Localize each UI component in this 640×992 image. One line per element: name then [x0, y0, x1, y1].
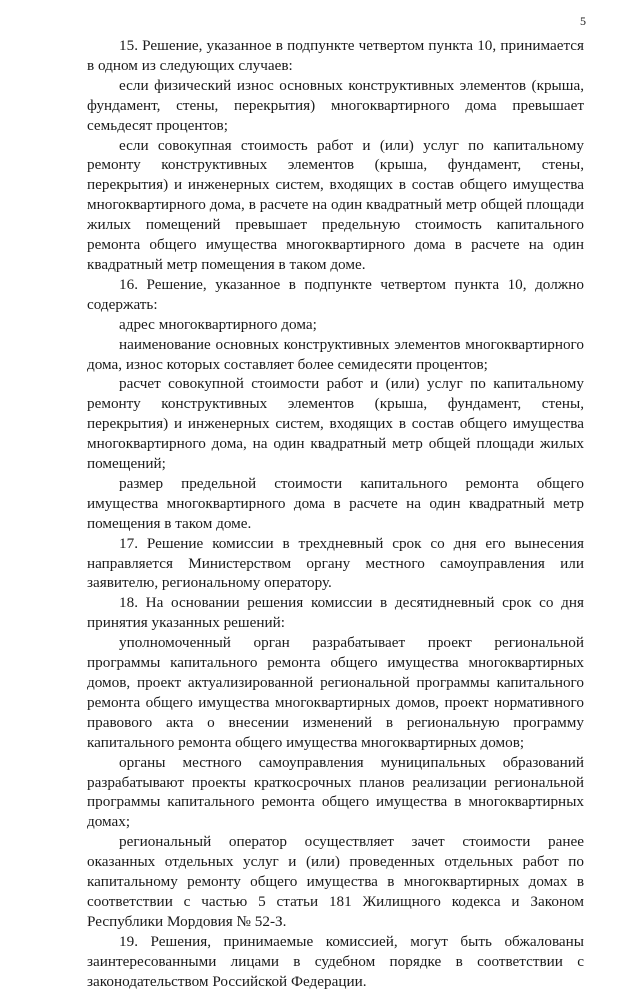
- paragraph-15-case-wear: если физический износ основных конструктивных элементов (крыша, фундамент, стены, перекрытия) многоквартирного дома превышает семьдесят процентов;: [87, 76, 584, 134]
- paragraph-19: 19. Решения, принимаемые комиссией, могут быть обжалованы заинтересованными лицами в судебном порядке в соответствии с законодательством Российской Федерации.: [87, 932, 584, 990]
- paragraph-18-item-regional-operator: региональный оператор осуществляет зачет стоимости ранее оказанных отдельных услуг и (или) проведенных отдельных работ по капитальному ремонту общего имущества в многоквартирных домах в соответствии с частью 5 статьи 181 Жилищного кодекса и Законом Республики Мордовия № 52-З.: [87, 833, 584, 930]
- page-number: 5: [580, 14, 586, 28]
- paragraph-15-case-cost: если совокупная стоимость работ и (или) услуг по капитальному ремонту конструктивных элементов (крыша, фундамент, стены, перекрытия) и инженерных систем, входящих в состав общего имущества многоквартирного дома, в расчете на один квадратный метр общей площади жилых помещений превышает предельную стоимость капитального ремонта общего имущества многоквартирного дома в расчете на один квадратный метр помещения в таком доме.: [87, 136, 584, 273]
- paragraph-18-item-local-government: органы местного самоуправления муниципальных образований разрабатывают проекты краткосрочных планов реализации региональной программы капитального ремонта общего имущества в многоквартирных домах;: [87, 753, 584, 831]
- paragraph-18: 18. На основании решения комиссии в десятидневный срок со дня принятия указанных решений:: [87, 594, 584, 632]
- paragraph-16-item-calculation: расчет совокупной стоимости работ и (или) услуг по капитальному ремонту конструктивных элементов (крыша, фундамент, стены, перекрытия) и инженерных систем, входящих в состав общего имущества многоквартирного дома, на один квадратный метр общей площади жилых помещений;: [87, 375, 584, 473]
- paragraph-18-item-authorized-body: уполномоченный орган разрабатывает проект региональной программы капитального ремонта общего имущества многоквартирных домов, проект актуализированной региональной программы капитального ремонта общего имущества многоквартирных домов, проект нормативного правового акта о внесении изменений в региональную программу капитального ремонта общего имущества многоквартирных домов;: [87, 634, 584, 751]
- paragraph-16-item-limit: размер предельной стоимости капитального ремонта общего имущества многоквартирного дома в расчете на один квадратный метр помещения в таком доме.: [87, 474, 584, 532]
- paragraph-16-item-address: адрес многоквартирного дома;: [119, 315, 317, 333]
- document-body: [87, 36, 584, 992]
- paragraph-16-item-elements: наименование основных конструктивных элементов многоквартирного дома, износ которых составляет более семидесяти процентов;: [87, 335, 584, 373]
- paragraph-15: 15. Решение, указанное в подпункте четвертом пункта 10, принимается в одном из следующих случаев:: [87, 37, 584, 74]
- paragraph-17: 17. Решение комиссии в трехдневный срок со дня его вынесения направляется Министерством органу местного самоуправления или заявителю, региональному оператору.: [87, 534, 584, 592]
- paragraph-16: 16. Решение, указанное в подпункте четвертом пункта 10, должно содержать:: [87, 275, 584, 313]
